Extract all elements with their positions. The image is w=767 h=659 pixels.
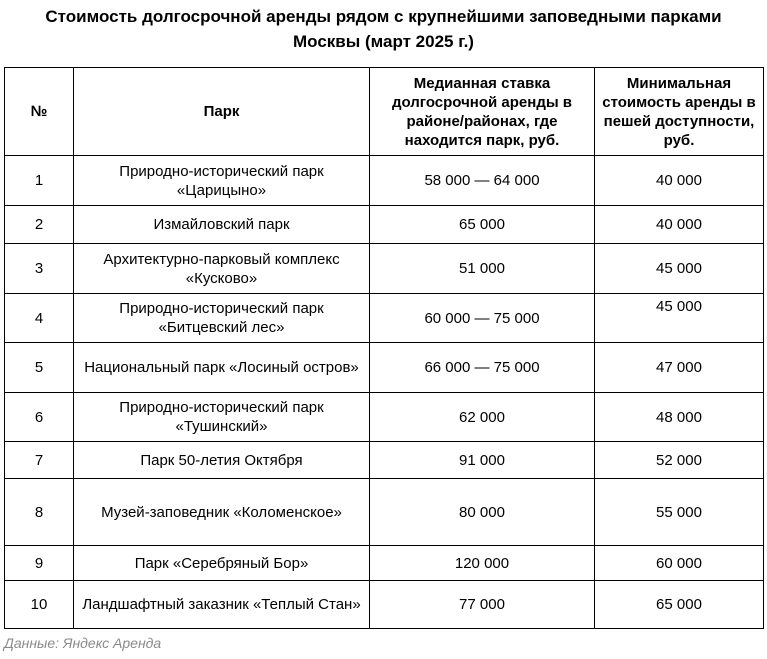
row-min: 55 000 bbox=[595, 479, 764, 546]
row-park: Парк «Серебряный Бор» bbox=[74, 546, 370, 581]
row-min: 45 000 bbox=[595, 244, 764, 294]
row-median: 60 000 — 75 000 bbox=[370, 294, 595, 343]
row-number: 2 bbox=[5, 206, 74, 244]
row-min: 40 000 bbox=[595, 156, 764, 206]
row-park: Природно-исторический парк «Тушинский» bbox=[74, 393, 370, 442]
row-min: 52 000 bbox=[595, 442, 764, 479]
title-line-2: Москвы (март 2025 г.) bbox=[293, 32, 474, 51]
row-number: 9 bbox=[5, 546, 74, 581]
table-row bbox=[5, 393, 764, 442]
header-min-cost: Минимальная стоимость аренды в пешей доступности, руб. bbox=[595, 68, 764, 156]
row-min: 45 000 bbox=[595, 294, 764, 343]
row-number: 1 bbox=[5, 156, 74, 206]
table-header-row bbox=[5, 68, 764, 156]
title-line-1: Стоимость долгосрочной аренды рядом с крупнейшими заповедными парками bbox=[45, 7, 722, 26]
row-median: 62 000 bbox=[370, 393, 595, 442]
row-number: 7 bbox=[5, 442, 74, 479]
row-median: 58 000 — 64 000 bbox=[370, 156, 595, 206]
row-number: 3 bbox=[5, 244, 74, 294]
header-median-rate: Медианная ставка долгосрочной аренды в районе/районах, где находится парк, руб. bbox=[370, 68, 595, 156]
table-row bbox=[5, 343, 764, 393]
row-park: Музей-заповедник «Коломенское» bbox=[74, 479, 370, 546]
row-median: 51 000 bbox=[370, 244, 595, 294]
table-row bbox=[5, 244, 764, 294]
row-number: 4 bbox=[5, 294, 74, 343]
table-row bbox=[5, 442, 764, 479]
data-source-note: Данные: Яндекс Аренда bbox=[4, 635, 162, 651]
row-min: 48 000 bbox=[595, 393, 764, 442]
table-row bbox=[5, 156, 764, 206]
row-park: Природно-исторический парк «Царицыно» bbox=[74, 156, 370, 206]
table-row bbox=[5, 206, 764, 244]
row-number: 5 bbox=[5, 343, 74, 393]
row-min: 47 000 bbox=[595, 343, 764, 393]
row-median: 80 000 bbox=[370, 479, 595, 546]
row-min: 60 000 bbox=[595, 546, 764, 581]
table-row bbox=[5, 294, 764, 343]
row-park: Национальный парк «Лосиный остров» bbox=[74, 343, 370, 393]
row-number: 10 bbox=[5, 581, 74, 629]
row-park: Ландшафтный заказник «Теплый Стан» bbox=[74, 581, 370, 629]
row-park: Парк 50-летия Октября bbox=[74, 442, 370, 479]
page-title bbox=[0, 4, 767, 54]
row-park: Архитектурно-парковый комплекс «Кусково» bbox=[74, 244, 370, 294]
header-number: № bbox=[5, 68, 74, 156]
row-number: 6 bbox=[5, 393, 74, 442]
row-median: 66 000 — 75 000 bbox=[370, 343, 595, 393]
row-park: Измайловский парк bbox=[74, 206, 370, 244]
row-park: Природно-исторический парк «Битцевский лес» bbox=[74, 294, 370, 343]
row-median: 91 000 bbox=[370, 442, 595, 479]
row-median: 77 000 bbox=[370, 581, 595, 629]
rent-table bbox=[4, 67, 764, 629]
row-number: 8 bbox=[5, 479, 74, 546]
table-row bbox=[5, 546, 764, 581]
row-median: 65 000 bbox=[370, 206, 595, 244]
table-row bbox=[5, 581, 764, 629]
table-row bbox=[5, 479, 764, 546]
row-min: 40 000 bbox=[595, 206, 764, 244]
row-min: 65 000 bbox=[595, 581, 764, 629]
header-park: Парк bbox=[74, 68, 370, 156]
row-median: 120 000 bbox=[370, 546, 595, 581]
